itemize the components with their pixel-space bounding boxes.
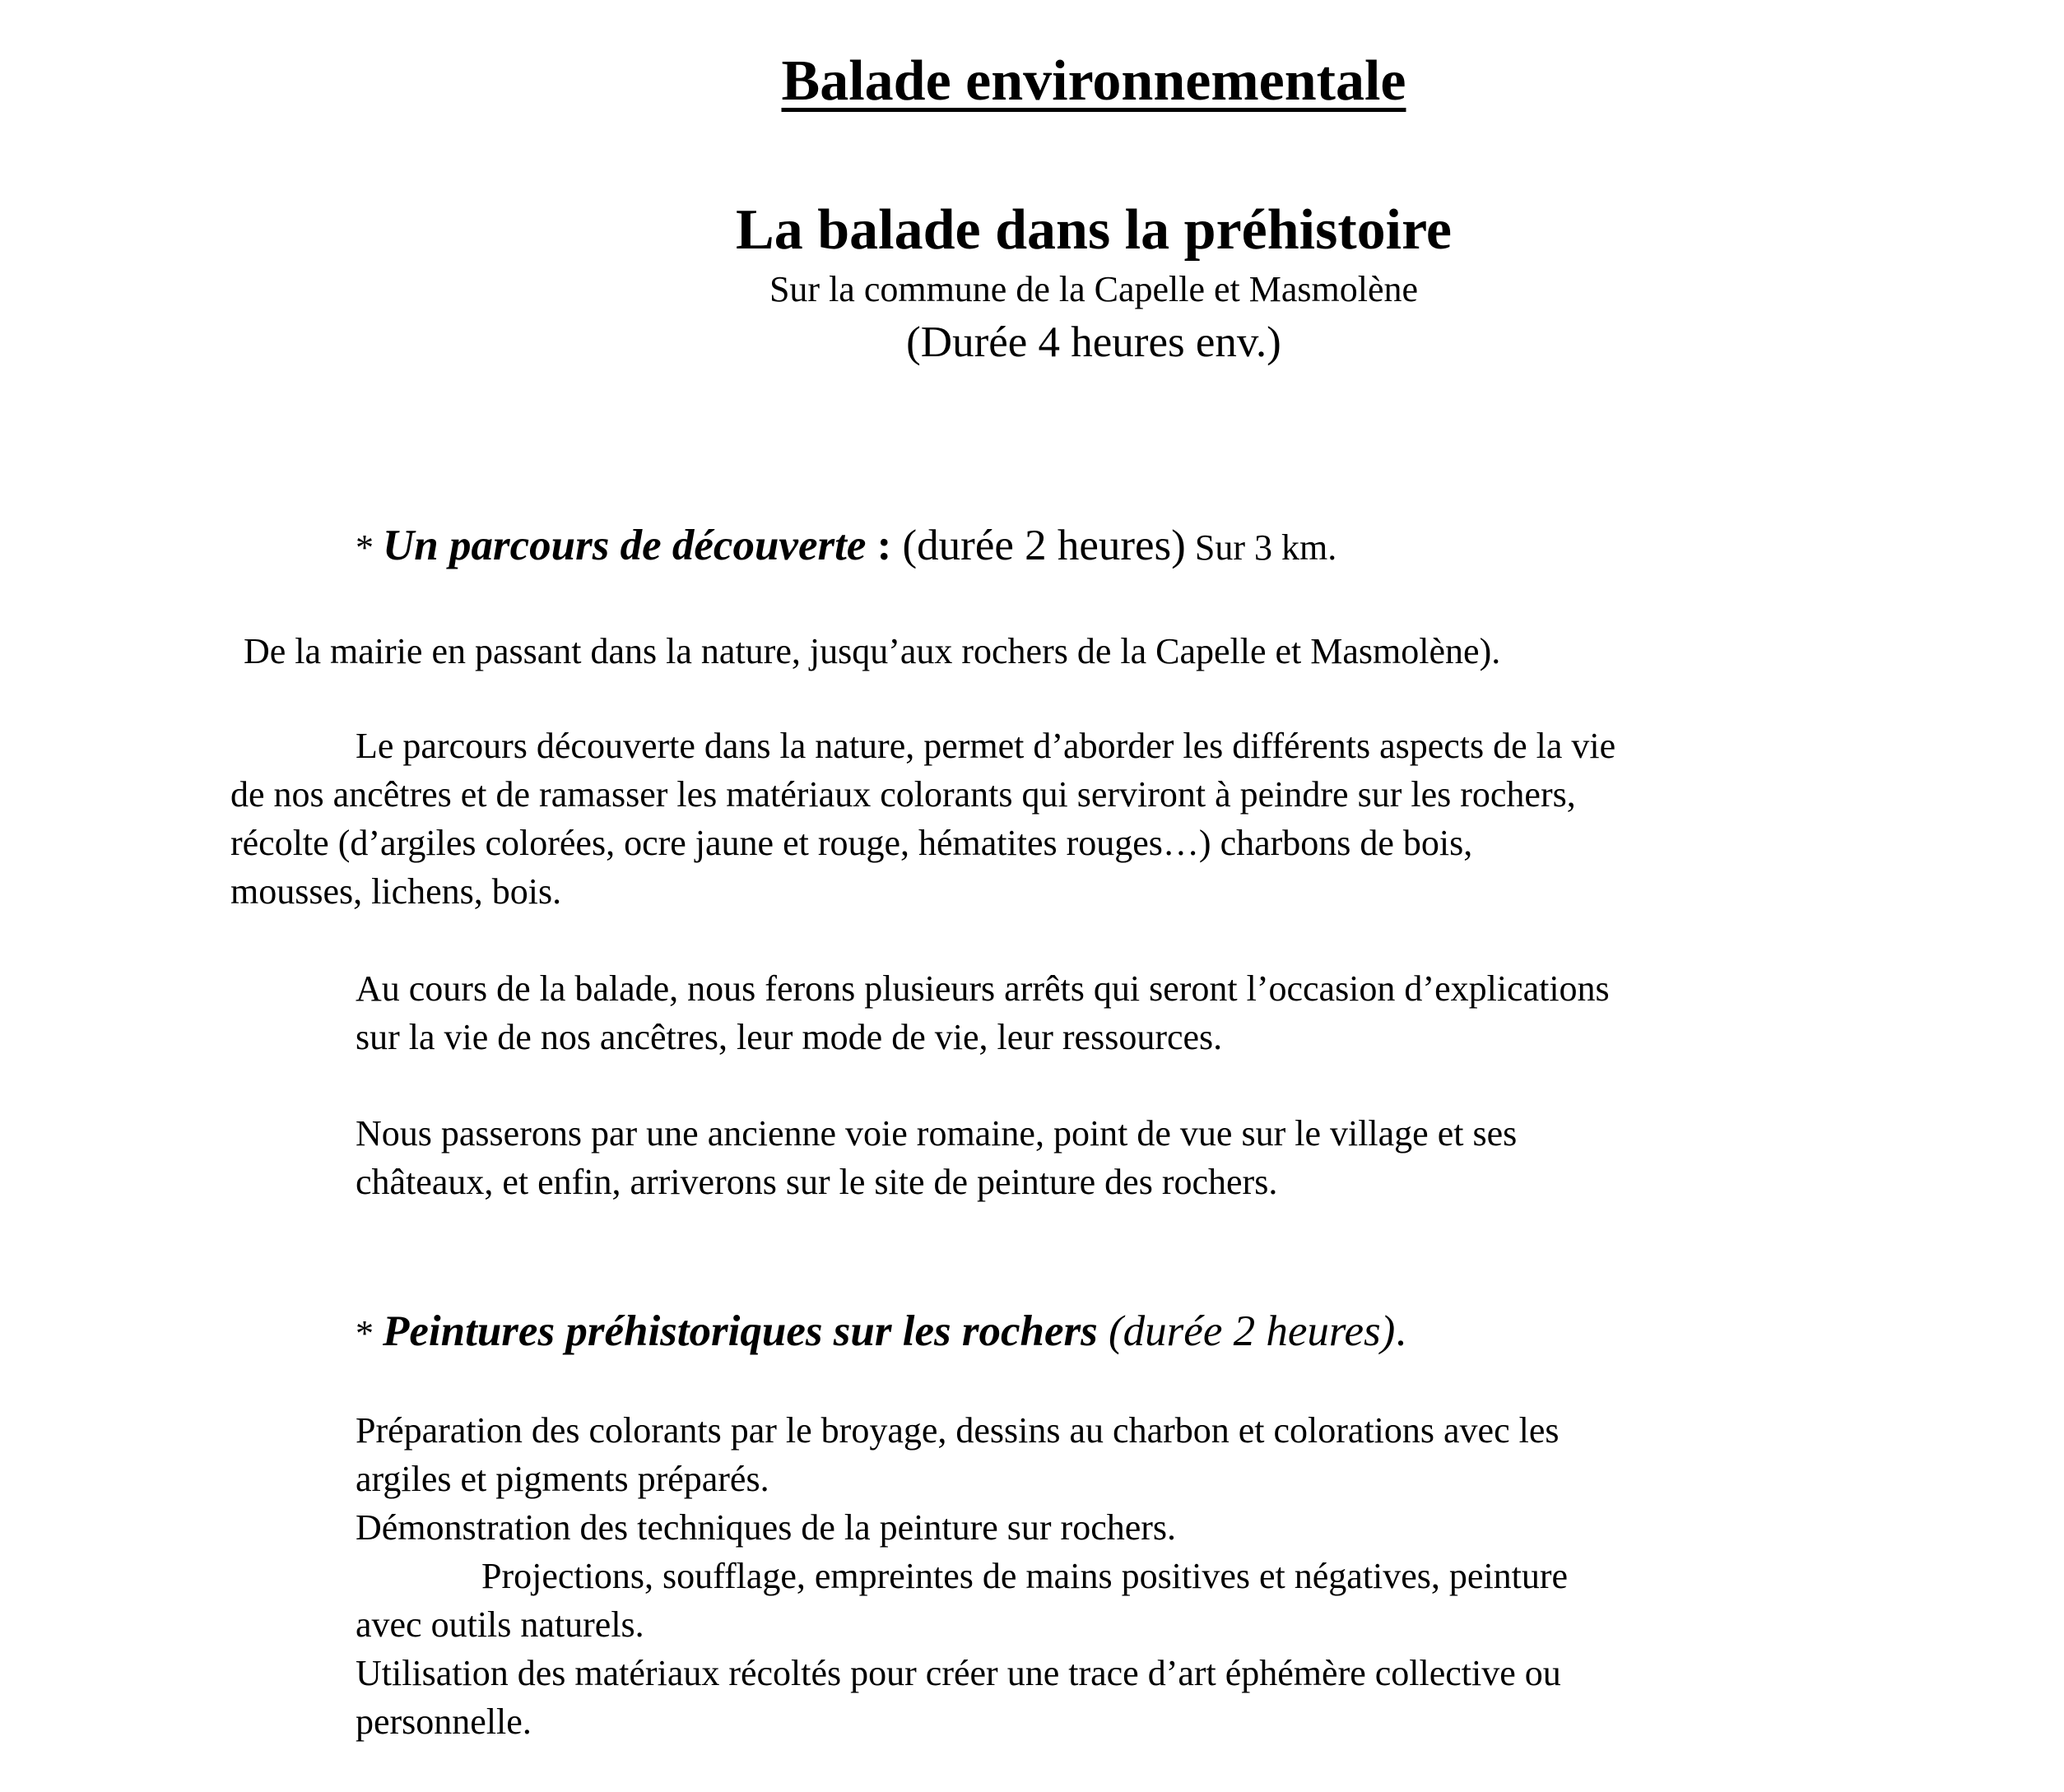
route-line: De la mairie en passant dans la nature, jusqu’aux rochers de la Capelle et Masmolène).	[244, 631, 1501, 671]
paragraph-line: Projections, soufflage, empreintes de mains positives et négatives, peinture	[481, 1556, 1569, 1596]
paragraph-line: Le parcours découverte dans la nature, permet d’aborder les différents aspects de la vie	[356, 726, 1616, 766]
paragraph-line: mousses, lichens, bois.	[230, 871, 562, 912]
paragraph-line: Démonstration des techniques de la peinture sur rochers.	[356, 1507, 1177, 1548]
paragraph-line: Au cours de la balade, nous ferons plusieurs arrêts qui seront l’occasion d’explications	[356, 968, 1610, 1009]
paragraph-line: de nos ancêtres et de ramasser les matériaux colorants qui serviront à peindre sur les rochers,	[230, 774, 1576, 815]
section2-title: Peintures préhistoriques sur les rochers	[383, 1307, 1098, 1355]
section1-distance: Sur 3 km.	[1185, 527, 1337, 568]
paragraph-line: personnelle.	[356, 1701, 532, 1742]
paragraph-line: sur la vie de nos ancêtres, leur mode de vie, leur ressources.	[356, 1017, 1223, 1057]
section1-heading	[356, 524, 1336, 568]
paragraph-line: Préparation des colorants par le broyage, dessins au charbon et colorations avec les	[356, 1410, 1560, 1451]
section1-colon: :	[866, 522, 903, 569]
commune-line: Sur la commune de la Capelle et Masmolène	[769, 269, 1419, 309]
section1-duration: (durée 2 heures)	[902, 522, 1186, 569]
paragraph-line: Nous passerons par une ancienne voie romaine, point de vue sur le village et ses	[356, 1113, 1518, 1154]
bullet-star: *	[356, 527, 383, 568]
section2-heading	[356, 1307, 1406, 1355]
section2-duration: (durée 2 heures)	[1097, 1307, 1396, 1355]
sub-title: La balade dans la préhistoire	[736, 198, 1452, 262]
paragraph-line: récolte (d’argiles colorées, ocre jaune et rouge, hématites rouges…) charbons de bois,	[230, 823, 1473, 863]
paragraph-line: Utilisation des matériaux récoltés pour créer une trace d’art éphémère collective ou	[356, 1653, 1561, 1693]
paragraph-line: châteaux, et enfin, arriverons sur le site de peinture des rochers.	[356, 1162, 1278, 1202]
section1-title: Un parcours de découverte	[383, 522, 867, 569]
total-duration: (Durée 4 heures env.)	[906, 318, 1281, 366]
paragraph-line: argiles et pigments préparés.	[356, 1459, 769, 1499]
bullet-star: *	[356, 1313, 383, 1353]
paragraph-line: avec outils naturels.	[356, 1604, 644, 1645]
section2-period: .	[1395, 1307, 1406, 1355]
main-title: Balade environnementale	[781, 49, 1406, 113]
